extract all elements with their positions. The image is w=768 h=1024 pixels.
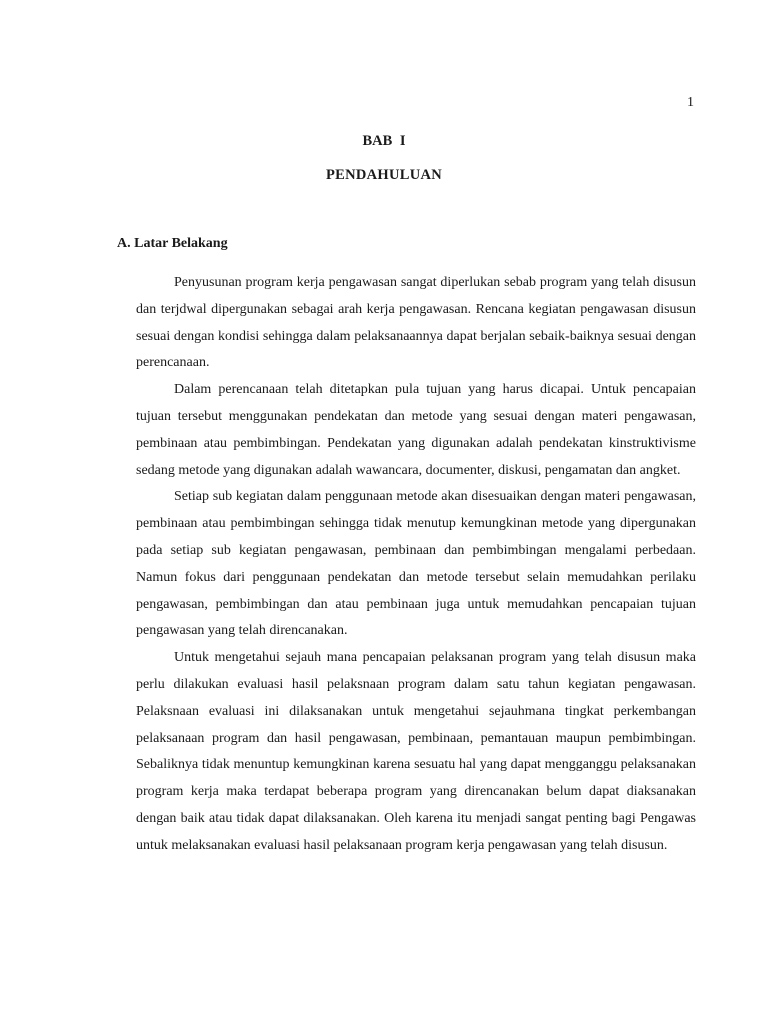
paragraph-3: Setiap sub kegiatan dalam penggunaan metode akan disesuaikan dengan materi pengawasan, pembinaan atau pembimbingan sehingga tidak menutup kemungkinan metode yang dipergunakan pada setiap sub kegiatan pengawasan, pembinaan dan pembimbingan mengalami perbedaan. Namun fokus dari penggunaan pendekatan dan metode tersebut selain memudahkan perilaku pengawasan, pembimbingan dan atau pembinaan juga untuk memudahkan pencapaian tujuan pengawasan yang telah direncanakan.: [136, 489, 696, 639]
paragraph-1: Penyusunan program kerja pengawasan sangat diperlukan sebab program yang telah disusun dan terjdwal dipergunakan sebagai arah kerja pengawasan. Rencana kegiatan pengawasan disusun sesuai dengan kondisi sehingga dalam pelaksanaannya dapat berjalan sebaik-baiknya sesuai dengan perencanaan.: [136, 275, 696, 371]
chapter-title: PENDAHULUAN: [325, 167, 443, 183]
chapter-label: BAB I: [362, 133, 406, 149]
body-text: [136, 270, 696, 860]
section-heading: A. Latar Belakang: [117, 236, 228, 251]
page-number: 1: [687, 95, 694, 110]
paragraph-4: Untuk mengetahui sejauh mana pencapaian pelaksanan program yang telah disusun maka perlu dilakukan evaluasi hasil pelaksnaan program dalam satu tahun kegiatan pengawasan. Pelaksnaan evaluasi ini dilaksanakan untuk mengetahui sejauhmana tingkat perkembangan pelaksanaan program dan hasil pengawasan, pembinaan, pemantauan maupun pembimbingan. Sebaliknya tidak menuntup kemungkinan karena sesuatu hal yang dapat mengganggu pelaksanakan program kerja maka terdapat beberapa program yang direncanakan belum dapat diaksanakan dengan baik atau tidak dapat dilaksanakan. Oleh karena itu menjadi sangat penting bagi Pengawas untuk melaksanakan evaluasi hasil pelaksanaan program kerja pengawasan yang telah disusun.: [136, 650, 696, 853]
paragraph-2: Dalam perencanaan telah ditetapkan pula tujuan yang harus dicapai. Untuk pencapaian tujuan tersebut menggunakan pendekatan dan metode yang sesuai dengan materi pengawasan, pembinaan atau pembimbingan. Pendekatan yang digunakan adalah pendekatan kinstruktivisme sedang metode yang digunakan adalah wawancara, documenter, diskusi, pengamatan dan angket.: [136, 382, 696, 478]
